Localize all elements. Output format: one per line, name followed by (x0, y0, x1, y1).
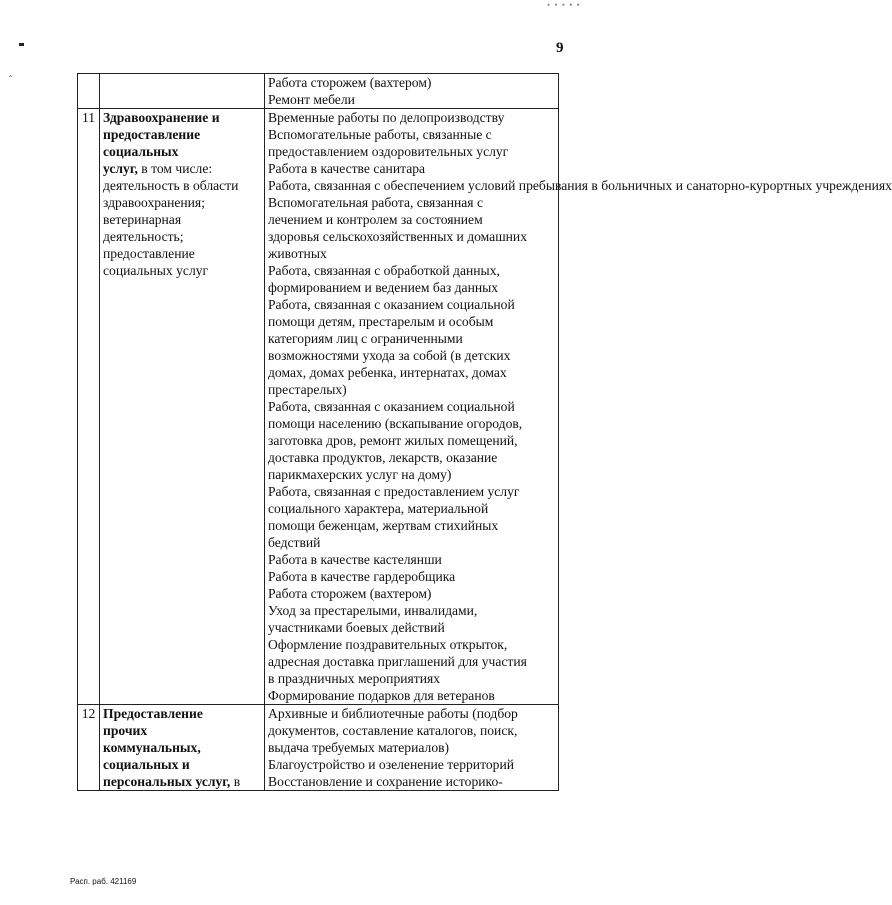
work-item: Работа, связанная с обработкой данных, формированием и ведением баз данных (268, 263, 500, 295)
table-row (78, 109, 559, 705)
work-item: Оформление поздравительных открыток, адресная доставка приглашений для участия в праздничных мероприятиях (268, 637, 527, 686)
category-line: Предоставление (103, 706, 203, 721)
category-line: деятельность; (103, 229, 184, 244)
work-item: Уход за престарелыми, инвалидами, участниками боевых действий (268, 603, 478, 635)
activities-table (77, 73, 892, 791)
work-item: Вспомогательная работа, связанная с лечением и контролем за состоянием здоровья сельскохозяйственных и домашних животных (268, 195, 528, 261)
scan-dash-mark (19, 43, 24, 46)
work-types (265, 705, 559, 791)
scan-dot-mark: ˆ (9, 75, 13, 86)
category-line: ветеринарная (103, 212, 182, 227)
category-line: предоставление (103, 246, 195, 261)
work-item: Работа в качестве гардеробщика (268, 569, 456, 584)
work-item: Ремонт мебели (268, 92, 355, 107)
row-number (78, 74, 100, 109)
work-item: Работа в качестве санитара (268, 161, 426, 176)
work-item: Работа, связанная с оказанием социальной помощи населению (вскапывание огородов, заготовка дров, ремонт жилых помещений, доставка продуктов, лекарств, оказание парикмахерских услуг на дому) (268, 399, 523, 482)
work-item: Временные работы по делопроизводству (268, 110, 505, 125)
work-item: Архивные и библиотечные работы (подбор документов, составление каталогов, поиск, выдача требуемых материалов) (268, 706, 518, 755)
work-item: Вспомогательные работы, связанные с предоставлением оздоровительных услуг (268, 127, 509, 159)
table-row (78, 705, 559, 791)
activity-category (100, 74, 265, 109)
category-line: социальных и (103, 757, 190, 772)
work-item: Благоустройство и озеленение территорий (268, 757, 514, 772)
work-item: Восстановление и сохранение историко- (268, 774, 503, 789)
table-body (78, 74, 892, 791)
category-line: прочих (103, 723, 148, 738)
category-line: Здравоохранение и (103, 110, 220, 125)
category-line: предоставление (103, 127, 201, 142)
category-line: услуг, в том числе: (103, 161, 213, 176)
work-item: Работа в качестве кастелянши (268, 552, 442, 567)
corner-scan-mark: • • • • • (547, 0, 581, 10)
activity-category (100, 109, 265, 705)
category-line: деятельность в области (103, 178, 239, 193)
table-row (78, 74, 559, 109)
row-number: 11 (78, 109, 100, 705)
page-number: 9 (556, 40, 564, 56)
work-types (265, 74, 559, 109)
work-item: Работа сторожем (вахтером) (268, 75, 432, 90)
category-line: коммунальных, (103, 740, 201, 755)
activity-category (100, 705, 265, 791)
footer-code: Расп. раб. 421169 (70, 877, 137, 886)
category-line: социальных услуг (103, 263, 209, 278)
work-types (265, 109, 892, 705)
category-line: социальных (103, 144, 179, 159)
category-line: персональных услуг, в (103, 774, 241, 789)
work-item: Работа, связанная с предоставлением услуг социального характера, материальной помощи беженцам, жертвам стихийных бедствий (268, 484, 520, 550)
category-line: здравоохранения; (103, 195, 205, 210)
work-item: Работа, связанная с обеспечением условий пребывания в больничных и санаторно-курортных учреждениях (268, 178, 892, 193)
work-item: Формирование подарков для ветеранов (268, 688, 495, 703)
work-item: Работа сторожем (вахтером) (268, 586, 432, 601)
row-number: 12 (78, 705, 100, 791)
work-item: Работа, связанная с оказанием социальной помощи детям, престарелым и особым категориям лиц с ограниченными возможностями ухода за собой (в детских домах, домах ребенка, интернатах, домах престарелых) (268, 297, 515, 397)
